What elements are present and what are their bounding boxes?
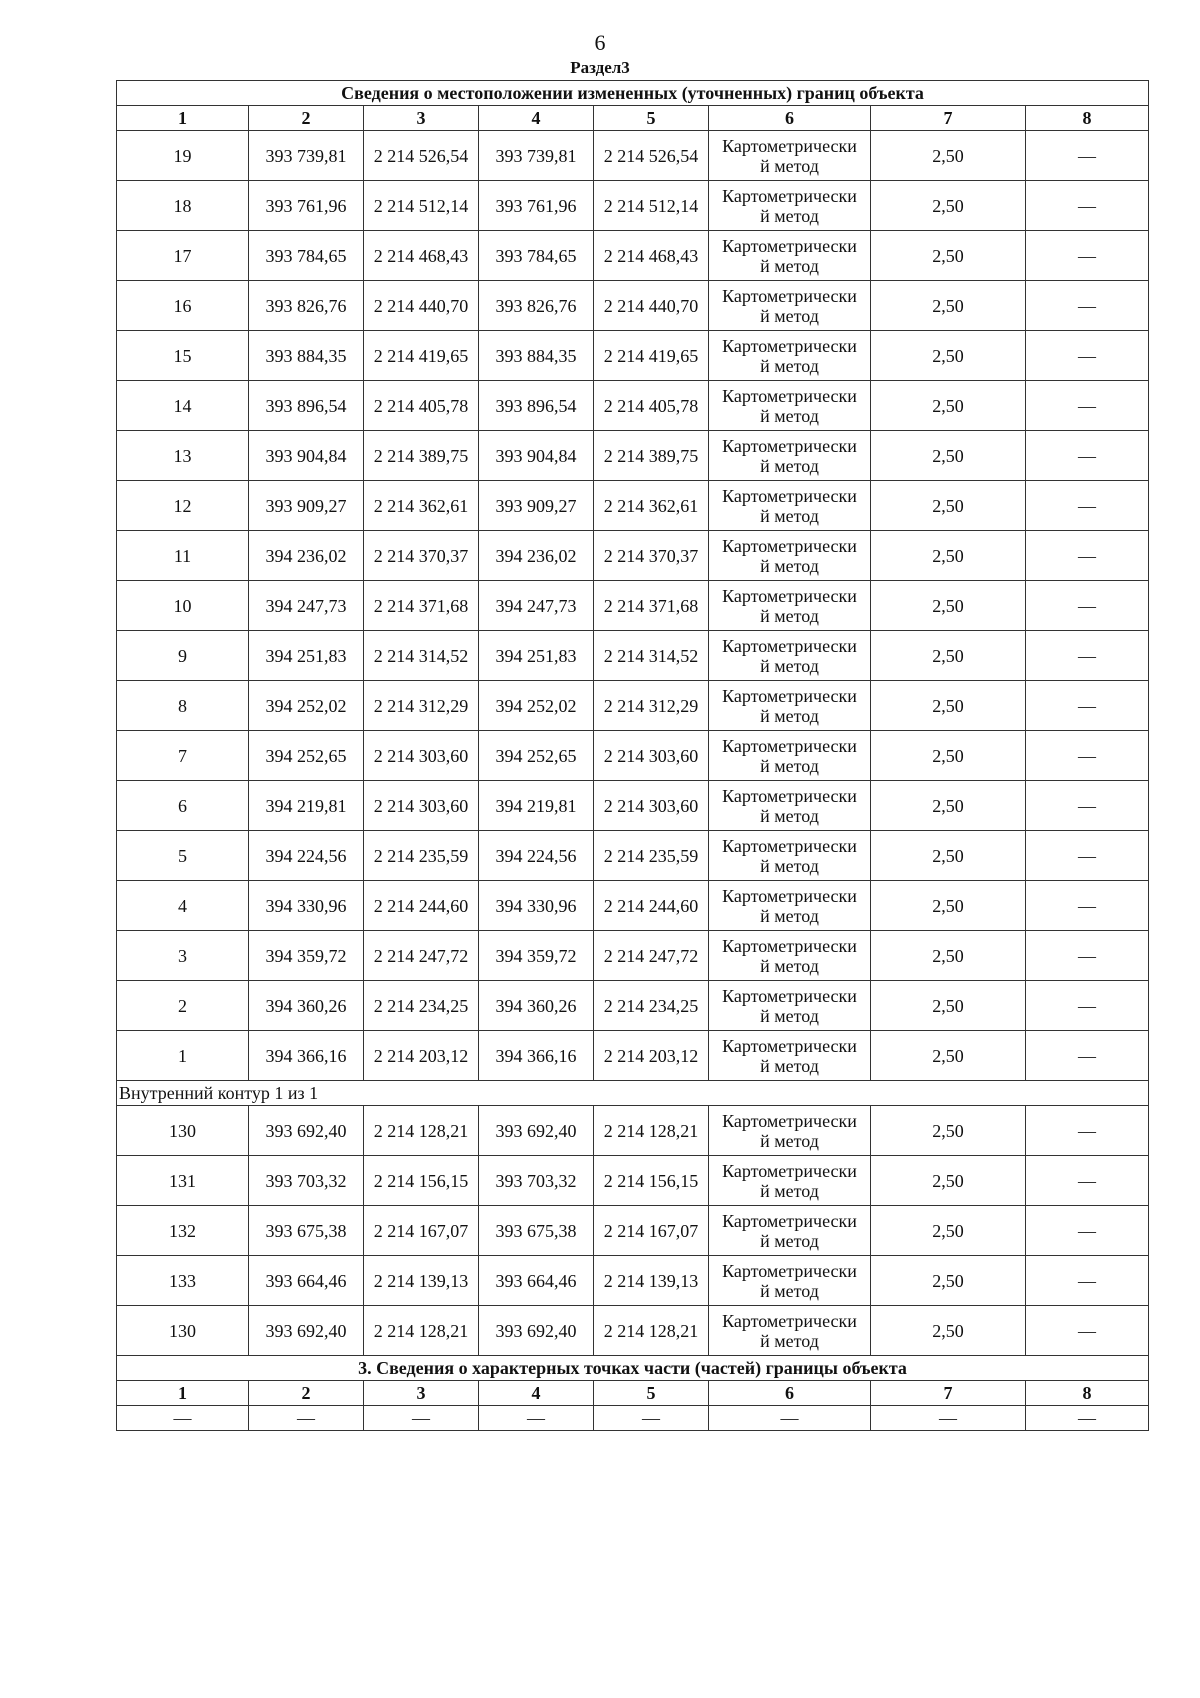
x-coordinate-cell: 394 359,72 — [249, 931, 364, 981]
x-coordinate-cell: 394 359,72 — [479, 931, 594, 981]
x-coordinate-cell: 394 251,83 — [249, 631, 364, 681]
y-coordinate-cell: 2 214 405,78 — [364, 381, 479, 431]
description-cell: — — [1026, 781, 1149, 831]
method-line-2: й метод — [760, 355, 819, 376]
accuracy-cell: 2,50 — [871, 931, 1026, 981]
point-number-cell: 6 — [117, 781, 249, 831]
method-line-2: й метод — [760, 1330, 819, 1351]
description-cell: — — [1026, 981, 1149, 1031]
table-row — [117, 1156, 1149, 1206]
method-cell — [709, 631, 871, 681]
method-cell — [709, 481, 871, 531]
y-coordinate-cell: 2 214 128,21 — [594, 1306, 709, 1356]
x-coordinate-cell: 394 252,65 — [249, 731, 364, 781]
x-coordinate-cell: 394 236,02 — [249, 531, 364, 581]
method-line-1: Картометрически — [722, 785, 857, 806]
x-coordinate-cell: 394 330,96 — [479, 881, 594, 931]
y-coordinate-cell: 2 214 128,21 — [364, 1106, 479, 1156]
y-coordinate-cell: 2 214 468,43 — [594, 231, 709, 281]
method-cell — [709, 1306, 871, 1356]
method-line-1: Картометрически — [722, 835, 857, 856]
method-line-2: й метод — [760, 305, 819, 326]
method-line-1: Картометрически — [722, 185, 857, 206]
point-number-cell: 13 — [117, 431, 249, 481]
x-coordinate-cell: 394 247,73 — [249, 581, 364, 631]
table-row — [117, 681, 1149, 731]
method-line-1: Картометрически — [722, 485, 857, 506]
accuracy-cell: 2,50 — [871, 181, 1026, 231]
point-number-cell: 8 — [117, 681, 249, 731]
y-coordinate-cell: 2 214 389,75 — [364, 431, 479, 481]
x-coordinate-cell: 393 675,38 — [249, 1206, 364, 1256]
y-coordinate-cell: 2 214 235,59 — [364, 831, 479, 881]
point-number-cell: 10 — [117, 581, 249, 631]
method-line-1: Картометрически — [722, 135, 857, 156]
point-number-cell: 130 — [117, 1106, 249, 1156]
y-coordinate-cell: 2 214 526,54 — [594, 131, 709, 181]
column-header: 8 — [1026, 1381, 1149, 1406]
description-cell: — — [1026, 1031, 1149, 1081]
y-coordinate-cell: 2 214 128,21 — [364, 1306, 479, 1356]
method-line-2: й метод — [760, 455, 819, 476]
y-coordinate-cell: 2 214 370,37 — [594, 531, 709, 581]
method-cell — [709, 281, 871, 331]
x-coordinate-cell: 393 784,65 — [479, 231, 594, 281]
section3-title-row — [117, 1356, 1149, 1381]
description-cell: — — [1026, 231, 1149, 281]
method-line-1: Картометрически — [722, 285, 857, 306]
accuracy-cell: 2,50 — [871, 1031, 1026, 1081]
table-row — [117, 731, 1149, 781]
accuracy-cell: 2,50 — [871, 1306, 1026, 1356]
table-row — [117, 281, 1149, 331]
description-cell: — — [1026, 581, 1149, 631]
y-coordinate-cell: 2 214 468,43 — [364, 231, 479, 281]
y-coordinate-cell: 2 214 244,60 — [594, 881, 709, 931]
description-cell: — — [1026, 331, 1149, 381]
y-coordinate-cell: 2 214 526,54 — [364, 131, 479, 181]
table-row — [117, 881, 1149, 931]
accuracy-cell: 2,50 — [871, 481, 1026, 531]
method-cell — [709, 1106, 871, 1156]
column-header: 6 — [709, 1381, 871, 1406]
accuracy-cell: 2,50 — [871, 681, 1026, 731]
x-coordinate-cell: 393 692,40 — [249, 1106, 364, 1156]
column-header: 4 — [479, 106, 594, 131]
table-row — [117, 1206, 1149, 1256]
method-line-1: Картометрически — [722, 635, 857, 656]
method-line-2: й метод — [760, 555, 819, 576]
x-coordinate-cell: 393 884,35 — [479, 331, 594, 381]
empty-cell: — — [594, 1406, 709, 1431]
method-cell — [709, 731, 871, 781]
y-coordinate-cell: 2 214 234,25 — [364, 981, 479, 1031]
method-line-2: й метод — [760, 905, 819, 926]
x-coordinate-cell: 393 703,32 — [249, 1156, 364, 1206]
x-coordinate-cell: 394 330,96 — [249, 881, 364, 931]
table-row — [117, 381, 1149, 431]
x-coordinate-cell: 393 675,38 — [479, 1206, 594, 1256]
method-line-2: й метод — [760, 705, 819, 726]
method-line-2: й метод — [760, 855, 819, 876]
y-coordinate-cell: 2 214 405,78 — [594, 381, 709, 431]
point-number-cell: 133 — [117, 1256, 249, 1306]
method-cell — [709, 781, 871, 831]
y-coordinate-cell: 2 214 303,60 — [364, 731, 479, 781]
point-number-cell: 132 — [117, 1206, 249, 1256]
method-cell — [709, 1031, 871, 1081]
y-coordinate-cell: 2 214 440,70 — [594, 281, 709, 331]
description-cell: — — [1026, 431, 1149, 481]
method-line-1: Картометрически — [722, 1210, 857, 1231]
y-coordinate-cell: 2 214 234,25 — [594, 981, 709, 1031]
method-line-1: Картометрически — [722, 1310, 857, 1331]
point-number-cell: 130 — [117, 1306, 249, 1356]
y-coordinate-cell: 2 214 371,68 — [594, 581, 709, 631]
method-cell — [709, 531, 871, 581]
x-coordinate-cell: 393 761,96 — [479, 181, 594, 231]
table-row — [117, 1256, 1149, 1306]
y-coordinate-cell: 2 214 512,14 — [594, 181, 709, 231]
column-header: 3 — [364, 1381, 479, 1406]
point-number-cell: 5 — [117, 831, 249, 881]
y-coordinate-cell: 2 214 370,37 — [364, 531, 479, 581]
x-coordinate-cell: 394 251,83 — [479, 631, 594, 681]
inner-contour-row — [117, 1081, 1149, 1106]
column-header: 6 — [709, 106, 871, 131]
y-coordinate-cell: 2 214 167,07 — [594, 1206, 709, 1256]
method-cell — [709, 831, 871, 881]
method-line-2: й метод — [760, 955, 819, 976]
accuracy-cell: 2,50 — [871, 981, 1026, 1031]
point-number-cell: 14 — [117, 381, 249, 431]
table-row — [117, 581, 1149, 631]
description-cell: — — [1026, 181, 1149, 231]
y-coordinate-cell: 2 214 314,52 — [594, 631, 709, 681]
y-coordinate-cell: 2 214 203,12 — [364, 1031, 479, 1081]
point-number-cell: 12 — [117, 481, 249, 531]
x-coordinate-cell: 394 360,26 — [479, 981, 594, 1031]
x-coordinate-cell: 393 896,54 — [479, 381, 594, 431]
x-coordinate-cell: 393 761,96 — [249, 181, 364, 231]
description-cell: — — [1026, 281, 1149, 331]
y-coordinate-cell: 2 214 303,60 — [594, 781, 709, 831]
accuracy-cell: 2,50 — [871, 331, 1026, 381]
method-cell — [709, 1206, 871, 1256]
method-line-2: й метод — [760, 505, 819, 526]
description-cell: — — [1026, 881, 1149, 931]
section3-title: 3. Сведения о характерных точках части (частей) границы объекта — [117, 1356, 1149, 1381]
method-line-1: Картометрически — [722, 735, 857, 756]
x-coordinate-cell: 393 826,76 — [249, 281, 364, 331]
y-coordinate-cell: 2 214 244,60 — [364, 881, 479, 931]
column-header: 1 — [117, 1381, 249, 1406]
method-line-2: й метод — [760, 1055, 819, 1076]
accuracy-cell: 2,50 — [871, 581, 1026, 631]
accuracy-cell: 2,50 — [871, 831, 1026, 881]
table-title: Сведения о местоположении измененных (уточненных) границ объекта — [117, 81, 1149, 106]
x-coordinate-cell: 393 692,40 — [479, 1306, 594, 1356]
x-coordinate-cell: 394 224,56 — [479, 831, 594, 881]
y-coordinate-cell: 2 214 156,15 — [364, 1156, 479, 1206]
point-number-cell: 15 — [117, 331, 249, 381]
x-coordinate-cell: 393 884,35 — [249, 331, 364, 381]
y-coordinate-cell: 2 214 314,52 — [364, 631, 479, 681]
table-row — [117, 431, 1149, 481]
x-coordinate-cell: 394 360,26 — [249, 981, 364, 1031]
x-coordinate-cell: 393 904,84 — [249, 431, 364, 481]
y-coordinate-cell: 2 214 303,60 — [364, 781, 479, 831]
method-cell — [709, 231, 871, 281]
y-coordinate-cell: 2 214 371,68 — [364, 581, 479, 631]
description-cell: — — [1026, 631, 1149, 681]
method-line-1: Картометрически — [722, 935, 857, 956]
table-row — [117, 831, 1149, 881]
method-cell — [709, 1256, 871, 1306]
accuracy-cell: 2,50 — [871, 131, 1026, 181]
accuracy-cell: 2,50 — [871, 1156, 1026, 1206]
table-row — [117, 531, 1149, 581]
description-cell: — — [1026, 1206, 1149, 1256]
y-coordinate-cell: 2 214 203,12 — [594, 1031, 709, 1081]
table-row — [117, 131, 1149, 181]
section3-empty-row — [117, 1406, 1149, 1431]
point-number-cell: 19 — [117, 131, 249, 181]
method-line-1: Картометрически — [722, 385, 857, 406]
point-number-cell: 1 — [117, 1031, 249, 1081]
method-line-2: й метод — [760, 255, 819, 276]
point-number-cell: 16 — [117, 281, 249, 331]
table-row — [117, 1106, 1149, 1156]
empty-cell: — — [364, 1406, 479, 1431]
x-coordinate-cell: 393 909,27 — [249, 481, 364, 531]
x-coordinate-cell: 394 219,81 — [479, 781, 594, 831]
method-line-2: й метод — [760, 655, 819, 676]
method-line-2: й метод — [760, 755, 819, 776]
x-coordinate-cell: 394 252,02 — [249, 681, 364, 731]
description-cell: — — [1026, 1256, 1149, 1306]
method-line-2: й метод — [760, 205, 819, 226]
method-line-2: й метод — [760, 155, 819, 176]
point-number-cell: 7 — [117, 731, 249, 781]
description-cell: — — [1026, 681, 1149, 731]
empty-cell: — — [1026, 1406, 1149, 1431]
x-coordinate-cell: 393 909,27 — [479, 481, 594, 531]
method-line-2: й метод — [760, 1280, 819, 1301]
method-line-1: Картометрически — [722, 1110, 857, 1131]
method-cell — [709, 431, 871, 481]
table-row — [117, 931, 1149, 981]
y-coordinate-cell: 2 214 247,72 — [364, 931, 479, 981]
description-cell: — — [1026, 131, 1149, 181]
x-coordinate-cell: 394 366,16 — [249, 1031, 364, 1081]
coordinates-table — [116, 80, 1149, 1431]
method-line-2: й метод — [760, 605, 819, 626]
x-coordinate-cell: 394 236,02 — [479, 531, 594, 581]
x-coordinate-cell: 393 904,84 — [479, 431, 594, 481]
empty-cell: — — [249, 1406, 364, 1431]
method-line-2: й метод — [760, 1180, 819, 1201]
method-cell — [709, 131, 871, 181]
method-cell — [709, 331, 871, 381]
method-cell — [709, 681, 871, 731]
column-header: 1 — [117, 106, 249, 131]
table-row — [117, 181, 1149, 231]
method-line-1: Картометрически — [722, 335, 857, 356]
column-header: 8 — [1026, 106, 1149, 131]
description-cell: — — [1026, 831, 1149, 881]
empty-cell: — — [871, 1406, 1026, 1431]
section-title: Раздел3 — [570, 58, 630, 77]
accuracy-cell: 2,50 — [871, 631, 1026, 681]
method-line-1: Картометрически — [722, 1260, 857, 1281]
method-line-2: й метод — [760, 1130, 819, 1151]
description-cell: — — [1026, 1106, 1149, 1156]
y-coordinate-cell: 2 214 312,29 — [364, 681, 479, 731]
method-cell — [709, 881, 871, 931]
method-line-1: Картометрически — [722, 585, 857, 606]
accuracy-cell: 2,50 — [871, 731, 1026, 781]
description-cell: — — [1026, 381, 1149, 431]
x-coordinate-cell: 393 739,81 — [249, 131, 364, 181]
method-line-2: й метод — [760, 805, 819, 826]
accuracy-cell: 2,50 — [871, 1256, 1026, 1306]
empty-cell: — — [117, 1406, 249, 1431]
method-line-1: Картометрически — [722, 435, 857, 456]
point-number-cell: 4 — [117, 881, 249, 931]
x-coordinate-cell: 393 784,65 — [249, 231, 364, 281]
description-cell: — — [1026, 481, 1149, 531]
method-line-2: й метод — [760, 1230, 819, 1251]
column-header: 5 — [594, 106, 709, 131]
x-coordinate-cell: 393 664,46 — [479, 1256, 594, 1306]
y-coordinate-cell: 2 214 389,75 — [594, 431, 709, 481]
y-coordinate-cell: 2 214 362,61 — [594, 481, 709, 531]
y-coordinate-cell: 2 214 362,61 — [364, 481, 479, 531]
table-row — [117, 1306, 1149, 1356]
point-number-cell: 18 — [117, 181, 249, 231]
table-row — [117, 631, 1149, 681]
accuracy-cell: 2,50 — [871, 781, 1026, 831]
accuracy-cell: 2,50 — [871, 231, 1026, 281]
method-line-1: Картометрически — [722, 1035, 857, 1056]
description-cell: — — [1026, 531, 1149, 581]
table-row — [117, 331, 1149, 381]
y-coordinate-cell: 2 214 312,29 — [594, 681, 709, 731]
method-line-1: Картометрически — [722, 535, 857, 556]
column-header: 5 — [594, 1381, 709, 1406]
x-coordinate-cell: 393 739,81 — [479, 131, 594, 181]
method-cell — [709, 931, 871, 981]
table-row — [117, 481, 1149, 531]
point-number-cell: 9 — [117, 631, 249, 681]
method-line-1: Картометрически — [722, 985, 857, 1006]
y-coordinate-cell: 2 214 512,14 — [364, 181, 479, 231]
description-cell: — — [1026, 1306, 1149, 1356]
accuracy-cell: 2,50 — [871, 1106, 1026, 1156]
empty-cell: — — [709, 1406, 871, 1431]
table-row — [117, 781, 1149, 831]
method-line-2: й метод — [760, 1005, 819, 1026]
method-line-1: Картометрически — [722, 1160, 857, 1181]
x-coordinate-cell: 394 224,56 — [249, 831, 364, 881]
y-coordinate-cell: 2 214 235,59 — [594, 831, 709, 881]
accuracy-cell: 2,50 — [871, 381, 1026, 431]
method-cell — [709, 181, 871, 231]
x-coordinate-cell: 394 252,65 — [479, 731, 594, 781]
column-header: 3 — [364, 106, 479, 131]
description-cell: — — [1026, 731, 1149, 781]
y-coordinate-cell: 2 214 419,65 — [364, 331, 479, 381]
accuracy-cell: 2,50 — [871, 881, 1026, 931]
column-header: 7 — [871, 106, 1026, 131]
accuracy-cell: 2,50 — [871, 1206, 1026, 1256]
x-coordinate-cell: 394 247,73 — [479, 581, 594, 631]
y-coordinate-cell: 2 214 128,21 — [594, 1106, 709, 1156]
column-header: 4 — [479, 1381, 594, 1406]
method-line-1: Картометрически — [722, 885, 857, 906]
method-cell — [709, 981, 871, 1031]
y-coordinate-cell: 2 214 440,70 — [364, 281, 479, 331]
x-coordinate-cell: 393 664,46 — [249, 1256, 364, 1306]
column-header: 2 — [249, 1381, 364, 1406]
accuracy-cell: 2,50 — [871, 531, 1026, 581]
point-number-cell: 17 — [117, 231, 249, 281]
y-coordinate-cell: 2 214 247,72 — [594, 931, 709, 981]
point-number-cell: 131 — [117, 1156, 249, 1206]
y-coordinate-cell: 2 214 156,15 — [594, 1156, 709, 1206]
accuracy-cell: 2,50 — [871, 281, 1026, 331]
description-cell: — — [1026, 931, 1149, 981]
x-coordinate-cell: 393 692,40 — [479, 1106, 594, 1156]
inner-contour-label: Внутренний контур 1 из 1 — [117, 1081, 1149, 1106]
x-coordinate-cell: 393 826,76 — [479, 281, 594, 331]
point-number-cell: 11 — [117, 531, 249, 581]
column-header: 2 — [249, 106, 364, 131]
x-coordinate-cell: 394 366,16 — [479, 1031, 594, 1081]
table-row — [117, 981, 1149, 1031]
column-header: 7 — [871, 1381, 1026, 1406]
y-coordinate-cell: 2 214 419,65 — [594, 331, 709, 381]
table-row — [117, 1031, 1149, 1081]
x-coordinate-cell: 394 219,81 — [249, 781, 364, 831]
y-coordinate-cell: 2 214 139,13 — [594, 1256, 709, 1306]
y-coordinate-cell: 2 214 139,13 — [364, 1256, 479, 1306]
method-line-1: Картометрически — [722, 235, 857, 256]
x-coordinate-cell: 393 896,54 — [249, 381, 364, 431]
method-line-1: Картометрически — [722, 685, 857, 706]
y-coordinate-cell: 2 214 303,60 — [594, 731, 709, 781]
point-number-cell: 3 — [117, 931, 249, 981]
page-number: 6 — [594, 30, 606, 55]
y-coordinate-cell: 2 214 167,07 — [364, 1206, 479, 1256]
x-coordinate-cell: 394 252,02 — [479, 681, 594, 731]
x-coordinate-cell: 393 692,40 — [249, 1306, 364, 1356]
empty-cell: — — [479, 1406, 594, 1431]
accuracy-cell: 2,50 — [871, 431, 1026, 481]
method-line-2: й метод — [760, 405, 819, 426]
x-coordinate-cell: 393 703,32 — [479, 1156, 594, 1206]
table-row — [117, 231, 1149, 281]
section3-header-row — [117, 1381, 1149, 1406]
method-cell — [709, 1156, 871, 1206]
description-cell: — — [1026, 1156, 1149, 1206]
method-cell — [709, 381, 871, 431]
point-number-cell: 2 — [117, 981, 249, 1031]
method-cell — [709, 581, 871, 631]
